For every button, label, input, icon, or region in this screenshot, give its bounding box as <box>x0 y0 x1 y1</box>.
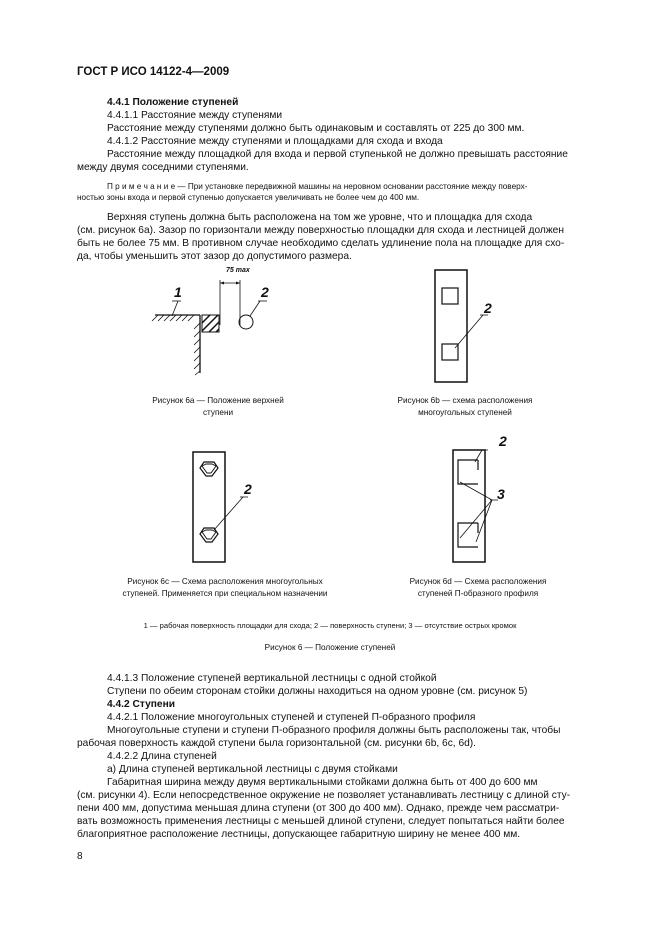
note-line-2: ностью зоны входа и первой ступенью допускается увеличивать не более чем до 400 мм. <box>77 193 420 202</box>
figure-legend: 1 — рабочая поверхность площадки для схода; 2 — поверхность ступени; 3 — отсутствие острых кромок <box>143 621 517 630</box>
top-step-text-1: Верхняя ступень должна быть расположена на том же уровне, что и площадка для схода <box>107 212 533 223</box>
figure-6-title: Рисунок 6 — Положение ступеней <box>264 643 396 652</box>
section-4411-heading: 4.4.1.1 Расстояние между ступенями <box>107 110 283 121</box>
caption-6d-line-1: Рисунок 6d — Схема расположения <box>409 577 547 586</box>
caption-6c-line-2: ступеней. Применяется при специальном назначении <box>122 589 328 598</box>
section-4422-text-5: благоприятное расположение лестницы, допускающее габаритную ширину не менее 400 мм. <box>77 829 521 840</box>
section-4422-text-2: (см. рисунки 4). Если непосредственное окружение не позволяет устанавливать лестницу с длиной сту- <box>77 790 571 801</box>
section-4413-text: Ступени по обеим сторонам стойки должны находиться на одном уровне (см. рисунок 5) <box>107 686 528 697</box>
figure-6a-label-2: 2 <box>261 284 269 300</box>
section-4412-text-1: Расстояние между площадкой для входа и первой ступенькой не должно превышать расстояние <box>107 149 568 160</box>
caption-6c-line-1: Рисунок 6c — Схема расположения многоугольных <box>127 577 323 586</box>
section-4413-heading: 4.4.1.3 Положение ступеней вертикальной лестницы с одной стойкой <box>107 673 437 684</box>
caption-6b-line-2: многоугольных ступеней <box>418 408 512 417</box>
section-4421-text-1: Многоугольные ступени и ступени П-образного профиля должны быть расположены так, чтобы <box>107 725 561 736</box>
top-step-text-3: быть не более 75 мм. В противном случае необходимо сделать удлинение пола на площадке для схо- <box>77 238 565 249</box>
top-step-text-4: да, чтобы уменьшить этот зазор до допустимого размера. <box>77 251 352 262</box>
caption-6d-line-2: ступеней П-образного профиля <box>417 589 539 598</box>
figure-6b-label-2: 2 <box>484 300 492 316</box>
section-4421-text-2: рабочая поверхность каждой ступени была горизонтальной (см. рисунки 6b, 6c, 6d). <box>77 738 477 749</box>
section-4412-heading: 4.4.1.2 Расстояние между ступенями и площадками для схода и входа <box>107 136 443 147</box>
figure-6c-label-2: 2 <box>244 481 252 497</box>
figure-6a-dimension: 75 max <box>226 267 250 274</box>
section-4422-item-a: a) Длина ступеней вертикальной лестницы с двумя стойками <box>107 764 398 775</box>
figure-6a-drawing <box>150 265 280 375</box>
document-header: ГОСТ Р ИСО 14122-4—2009 <box>77 66 230 78</box>
figure-6d-label-2: 2 <box>499 433 507 449</box>
caption-6a-line-2: ступени <box>202 408 234 417</box>
section-4412-text-2: между двумя соседними ступенями. <box>77 162 249 173</box>
section-4422-text-1: Габаритная ширина между двумя вертикальными стойками должна быть от 400 до 600 мм <box>107 777 538 788</box>
caption-6b-line-1: Рисунок 6b — схема расположения <box>397 396 533 405</box>
page-number: 8 <box>77 851 83 862</box>
section-4421-heading: 4.4.2.1 Положение многоугольных ступеней и ступеней П-образного профиля <box>107 712 476 723</box>
section-4422-text-3: пени 400 мм, допустима меньшая длина ступени (от 300 до 400 мм). Однако, прежде чем рассматри- <box>77 803 560 814</box>
section-4422-heading: 4.4.2.2 Длина ступеней <box>107 751 217 762</box>
caption-6a-line-1: Рисунок 6a — Положение верхней <box>152 396 284 405</box>
section-441-heading: 4.4.1 Положение ступеней <box>107 97 239 108</box>
figure-6c-drawing <box>190 450 270 565</box>
section-442-heading: 4.4.2 Ступени <box>107 699 175 710</box>
top-step-text-2: (см. рисунок 6a). Зазор по горизонтали между поверхностью площадки для схода и лестницей должен <box>77 225 564 236</box>
figure-6d-label-3: 3 <box>497 486 505 502</box>
figure-6b-drawing <box>425 268 505 388</box>
section-4422-text-4: вать возможность применения лестницы с меньшей длиной ступени, следует попытаться найти более <box>77 816 565 827</box>
section-4411-text: Расстояние между ступенями должно быть одинаковым и составлять от 225 до 300 мм. <box>107 123 525 134</box>
figure-6d-drawing <box>440 440 530 565</box>
note-line-1: П р и м е ч а н и е — При установке передвижной машины на неровном основании расстояние между поверх- <box>107 182 528 191</box>
figure-6a-label-1: 1 <box>174 284 182 300</box>
